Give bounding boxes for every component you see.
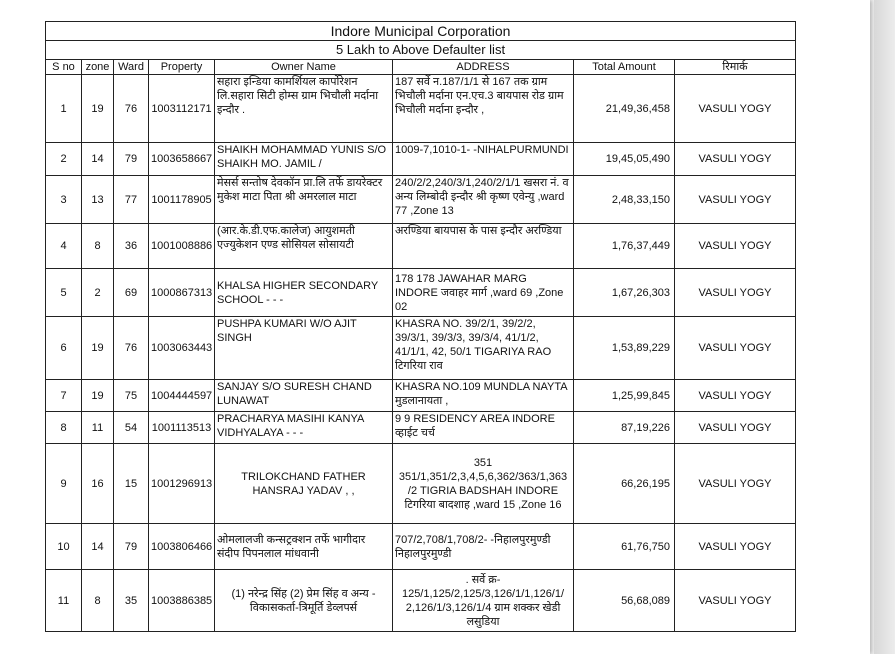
cell-address: . सर्वे क्र- 125/1,125/2,125/3,126/1/1,126/1/ 2,126/1/3,126/1/4 ग्राम शक्कर खेडी लसुडिया — [393, 570, 574, 632]
cell-zone: 19 — [82, 380, 114, 412]
cell-zone: 19 — [82, 317, 114, 380]
cell-sno: 11 — [46, 570, 82, 632]
cell-ward: 77 — [114, 176, 149, 224]
cell-property: 1003658667 — [149, 143, 215, 176]
cell-ward: 76 — [114, 75, 149, 143]
cell-owner: TRILOKCHAND FATHER HANSRAJ YADAV , , — [215, 444, 393, 524]
cell-address: 9 9 RESIDENCY AREA INDORE व्हाईट चर्च — [393, 412, 574, 444]
cell-remark: VASULI YOGY — [675, 75, 796, 143]
cell-total: 1,67,26,303 — [574, 269, 675, 317]
cell-owner: SANJAY S/O SURESH CHAND LUNAWAT — [215, 380, 393, 412]
cell-sno: 10 — [46, 524, 82, 570]
cell-sno: 4 — [46, 224, 82, 269]
cell-property: 1003806466 — [149, 524, 215, 570]
cell-zone: 14 — [82, 143, 114, 176]
col-property: Property — [149, 60, 215, 75]
cell-total: 1,53,89,229 — [574, 317, 675, 380]
table-row — [46, 524, 796, 570]
cell-remark: VASULI YOGY — [675, 570, 796, 632]
cell-sno: 7 — [46, 380, 82, 412]
cell-address: 707/2,708/1,708/2- -निहालपुरमुण्डी निहालपुरमुण्डी — [393, 524, 574, 570]
cell-owner: ओमलालजी कन्सट्रक्शन तर्फे भागीदार संदीप पिपनलाल मांधवानी — [215, 524, 393, 570]
cell-address: 187 सर्वे न.187/1/1 से 167 तक ग्राम भिचौली मर्दाना एन.एच.3 बायपास रोड ग्राम भिचौली मर्दाना इन्दौर , — [393, 75, 574, 143]
cell-sno: 8 — [46, 412, 82, 444]
col-ward: Ward — [114, 60, 149, 75]
header-row — [46, 60, 796, 75]
cell-property: 1003063443 — [149, 317, 215, 380]
cell-ward: 35 — [114, 570, 149, 632]
cell-property: 1001178905 — [149, 176, 215, 224]
cell-total: 87,19,226 — [574, 412, 675, 444]
cell-ward: 15 — [114, 444, 149, 524]
cell-ward: 76 — [114, 317, 149, 380]
viewer-margin — [874, 0, 895, 654]
table-row — [46, 317, 796, 380]
cell-property: 1003112171 — [149, 75, 215, 143]
cell-remark: VASULI YOGY — [675, 412, 796, 444]
cell-ward: 36 — [114, 224, 149, 269]
cell-owner: (आर.के.डी.एफ.कालेज) आयुशमती एज्युकेशन एण्ड सोसियल सोसायटी — [215, 224, 393, 269]
cell-address: अरण्डिया बायपास के पास इन्दौर अरण्डिया — [393, 224, 574, 269]
table-row — [46, 224, 796, 269]
cell-remark: VASULI YOGY — [675, 143, 796, 176]
col-owner: Owner Name — [215, 60, 393, 75]
document-title: Indore Municipal Corporation — [46, 22, 796, 41]
cell-zone: 14 — [82, 524, 114, 570]
cell-zone: 13 — [82, 176, 114, 224]
col-total: Total Amount — [574, 60, 675, 75]
cell-sno: 5 — [46, 269, 82, 317]
cell-address: 240/2/2,240/3/1,240/2/1/1 खसरा नं. व अन्य लिम्बोदी इन्दौर श्री कृष्ण एवेन्यु ,ward 77 ,Zone 13 — [393, 176, 574, 224]
cell-remark: VASULI YOGY — [675, 524, 796, 570]
table-row — [46, 380, 796, 412]
document-subtitle: 5 Lakh to Above Defaulter list — [46, 41, 796, 60]
cell-sno: 1 — [46, 75, 82, 143]
defaulter-table — [45, 21, 796, 632]
table-row — [46, 176, 796, 224]
cell-total: 66,26,195 — [574, 444, 675, 524]
table-row — [46, 444, 796, 524]
cell-owner: SHAIKH MOHAMMAD YUNIS S/O SHAIKH MO. JAMIL / — [215, 143, 393, 176]
cell-remark: VASULI YOGY — [675, 176, 796, 224]
cell-sno: 6 — [46, 317, 82, 380]
cell-total: 1,76,37,449 — [574, 224, 675, 269]
cell-ward: 79 — [114, 524, 149, 570]
cell-address: 178 178 JAWAHAR MARG INDORE जवाहर मार्ग ,ward 69 ,Zone 02 — [393, 269, 574, 317]
cell-ward: 54 — [114, 412, 149, 444]
cell-remark: VASULI YOGY — [675, 444, 796, 524]
table-row — [46, 570, 796, 632]
cell-address: 351 351/1,351/2,3,4,5,6,362/363/1,363 /2 TIGRIA BADSHAH INDORE टिगरिया बादशाह ,ward 15 ,Zone 16 — [393, 444, 574, 524]
cell-total: 56,68,089 — [574, 570, 675, 632]
cell-property: 1004444597 — [149, 380, 215, 412]
col-sno: S no — [46, 60, 82, 75]
cell-total: 19,45,05,490 — [574, 143, 675, 176]
col-remark: रिमार्क — [675, 60, 796, 75]
cell-owner: (1) नरेन्द्र सिंह (2) प्रेम सिंह व अन्य - विकासकर्ता-त्रिमूर्ति डेव्लपर्स — [215, 570, 393, 632]
cell-remark: VASULI YOGY — [675, 317, 796, 380]
cell-property: 1001113513 — [149, 412, 215, 444]
cell-ward: 79 — [114, 143, 149, 176]
cell-property: 1003886385 — [149, 570, 215, 632]
cell-ward: 69 — [114, 269, 149, 317]
cell-zone: 8 — [82, 570, 114, 632]
cell-ward: 75 — [114, 380, 149, 412]
cell-zone: 2 — [82, 269, 114, 317]
cell-sno: 2 — [46, 143, 82, 176]
table-row — [46, 75, 796, 143]
cell-address: 1009-7,1010-1- -NIHALPURMUNDI — [393, 143, 574, 176]
cell-zone: 11 — [82, 412, 114, 444]
cell-property: 1001008886 — [149, 224, 215, 269]
cell-sno: 3 — [46, 176, 82, 224]
cell-total: 61,76,750 — [574, 524, 675, 570]
cell-total: 1,25,99,845 — [574, 380, 675, 412]
col-address: ADDRESS — [393, 60, 574, 75]
cell-owner: सहारा इन्डिया कामर्शियल कार्पोरेशन लि.सहारा सिटी होम्स ग्राम भिचौली मर्दाना इन्दौर . — [215, 75, 393, 143]
cell-total: 2,48,33,150 — [574, 176, 675, 224]
cell-owner: PRACHARYA MASIHI KANYA VIDHYALAYA - - - — [215, 412, 393, 444]
cell-total: 21,49,36,458 — [574, 75, 675, 143]
cell-zone: 16 — [82, 444, 114, 524]
cell-owner: PUSHPA KUMARI W/O AJIT SINGH — [215, 317, 393, 380]
cell-address: KHASRA NO. 39/2/1, 39/2/2, 39/3/1, 39/3/3, 39/3/4, 41/1/2, 41/1/1, 42, 50/1 TIGARIYA RAO टिगरिया राव — [393, 317, 574, 380]
table-row — [46, 269, 796, 317]
cell-owner: मेसर्स सन्तोष देवकॉन प्रा.लि तर्फे डायरेक्टर मुकेश माटा पिता श्री अमरलाल माटा — [215, 176, 393, 224]
cell-zone: 19 — [82, 75, 114, 143]
cell-property: 1001296913 — [149, 444, 215, 524]
cell-property: 1000867313 — [149, 269, 215, 317]
cell-address: KHASRA NO.109 MUNDLA NAYTA मुडलानायता , — [393, 380, 574, 412]
cell-remark: VASULI YOGY — [675, 224, 796, 269]
table-row — [46, 143, 796, 176]
cell-owner: KHALSA HIGHER SECONDARY SCHOOL - - - — [215, 269, 393, 317]
col-zone: zone — [82, 60, 114, 75]
cell-remark: VASULI YOGY — [675, 269, 796, 317]
cell-remark: VASULI YOGY — [675, 380, 796, 412]
cell-zone: 8 — [82, 224, 114, 269]
table-row — [46, 412, 796, 444]
cell-sno: 9 — [46, 444, 82, 524]
